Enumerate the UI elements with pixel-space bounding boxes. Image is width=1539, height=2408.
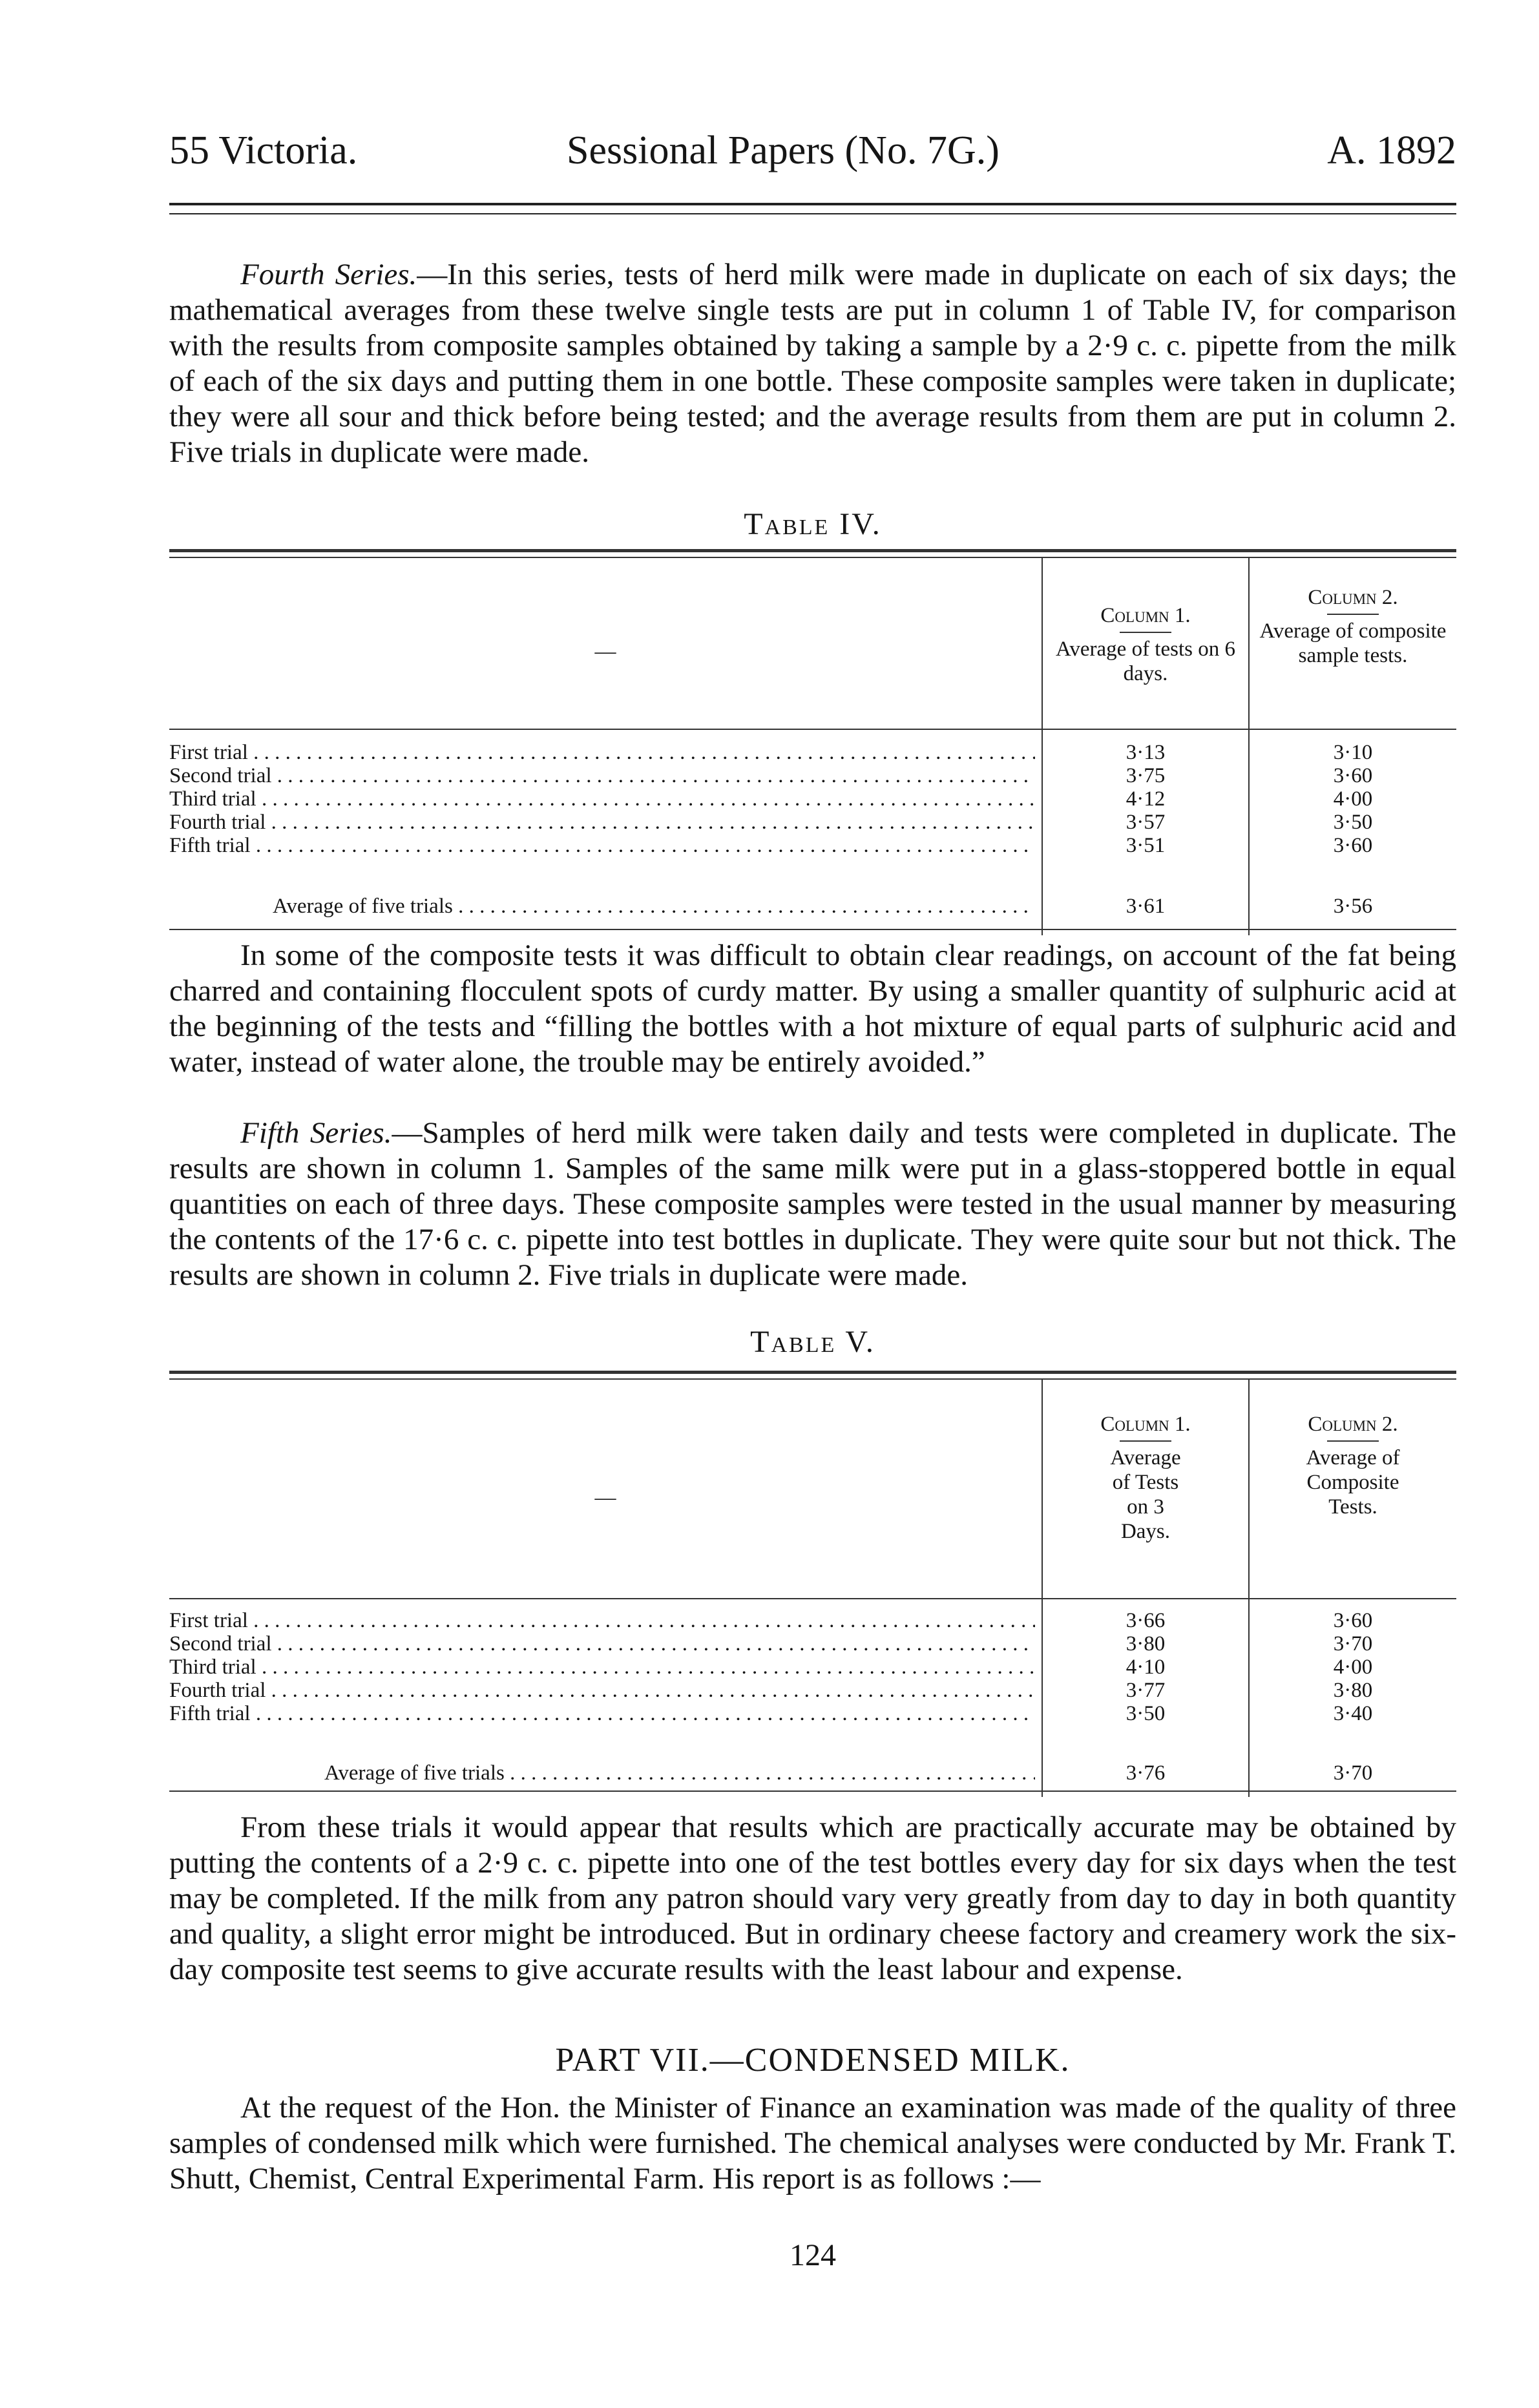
header-rule-top	[169, 203, 1456, 205]
table-v-average-label: Average of five trials . . .	[324, 1761, 1035, 1785]
fifth-series-text: —Samples of herd milk were taken daily and tests were completed in duplicate. The results are shown in column 1. Samples of the same milk were put in a glass-stoppered bottle in equal quantities on each of three days. These composite samples were tested in the usual manner by measuring the contents of the 17·6 c. c. pipette into test bottles in duplicate. They were quite sour but not thick. The results are shown in column 2. Five trials in duplicate were made.	[169, 1116, 1456, 1292]
table-v-cell: 3·80	[1125, 1632, 1166, 1655]
table-iv-col1-header	[1043, 603, 1248, 686]
table-v-cell: 3·70	[1333, 1632, 1373, 1655]
table-v-col1-sub: Average of Tests on 3 Days.	[1110, 1446, 1181, 1543]
table-iv-col2-title: Column 2.	[1308, 586, 1398, 609]
composite-tests-paragraph	[169, 938, 1456, 1080]
table-v-caption	[169, 1324, 1456, 1360]
table-iv-col1-sub: Average of tests on 6 days.	[1056, 638, 1235, 685]
table-iv-caption	[169, 506, 1456, 542]
table-iv-average-c2: 3·56	[1333, 895, 1373, 918]
table-v-col1-header	[1043, 1412, 1248, 1544]
running-header	[169, 128, 1456, 180]
table-v-col2-title: Column 2.	[1308, 1413, 1398, 1436]
fifth-series-title: Fifth Series.	[240, 1116, 392, 1150]
table-v-average-c2: 3·70	[1333, 1761, 1373, 1785]
fourth-series-title: Fourth Series.	[240, 258, 417, 291]
fourth-series-text: —In this series, tests of herd milk were made in duplicate on each of six days; the mathematical averages from these twelve single tests are put in column 1 of Table IV, for comparison with the results from composite samples obtained by taking a sample by a 2·9 c. c. pipette from the milk of each of the six days and putting them in one bottle. These composite samples were taken in duplicate; they were all sour and thick before being tested; and the average results from them are put in column 2. Five trials in duplicate were made.	[169, 258, 1457, 469]
header-rule-bottom	[169, 213, 1456, 214]
composite-tests-text: In some of the composite tests it was difficult to obtain clear readings, on account of the fat being charred and containing flocculent spots of curdy matter. By using a smaller quantity of sulphuric acid at the beginning of the tests and “filling the bottles with a hot mixture of equal parts of sulphuric acid and water, instead of water alone, the trouble may be entirely avoided.”	[169, 939, 1456, 1079]
table-iv	[169, 549, 1456, 935]
table-iv-row-label: Second trial . . .	[169, 763, 1035, 788]
part-vii-paragraph	[169, 2090, 1456, 2197]
table-v-cell: 3·77	[1125, 1679, 1166, 1702]
table-iv-cell: 3·75	[1125, 764, 1166, 787]
table-v	[169, 1371, 1456, 1797]
table-v-cell: 3·66	[1125, 1609, 1166, 1632]
table-iv-col1-title: Column 1.	[1100, 604, 1191, 627]
table-v-col2-sub: Average of Composite Tests.	[1306, 1446, 1400, 1519]
table-iv-cell: 3·57	[1125, 811, 1166, 834]
table-v-col2-header	[1250, 1412, 1456, 1519]
table-iv-average-c1: 3·61	[1125, 895, 1166, 918]
page-number: 124	[790, 2238, 836, 2272]
table-v-caption-text: Table V.	[750, 1325, 875, 1359]
table-v-average-c1: 3·76	[1125, 1761, 1166, 1785]
table-v-row-label: Third trial . . .	[169, 1655, 1035, 1679]
table-v-row-label: Fifth trial . . .	[169, 1701, 1035, 1726]
table-v-row-label: Second trial . . .	[169, 1632, 1035, 1656]
table-iv-caption-text: Table IV.	[744, 507, 882, 541]
table-iv-corner: —	[594, 640, 616, 663]
part-vii-text: At the request of the Hon. the Minister of Finance an examination was made of the quality of three samples of condensed milk which were furnished. The chemical analyses were conducted by Mr. Frank T. Shutt, Chemist, Central Experimental Farm. His report is as follows :—	[169, 2091, 1456, 2195]
table-iv-cell: 3·50	[1333, 811, 1373, 834]
table-iv-row-label: First trial . . .	[169, 740, 1035, 765]
table-v-corner: —	[594, 1486, 616, 1510]
table-iv-cell: 3·51	[1125, 834, 1166, 857]
conclusion-paragraph	[169, 1810, 1456, 1988]
header-center: Sessional Papers (No. 7G.)	[567, 129, 1000, 172]
table-iv-cell: 3·10	[1333, 741, 1373, 764]
fifth-series-paragraph	[169, 1116, 1456, 1293]
part-vii-heading: PART VII.—CONDENSED MILK.	[555, 2042, 1071, 2079]
table-iv-cell: 4·00	[1333, 787, 1373, 811]
table-iv-col2-header	[1250, 585, 1456, 668]
header-right: A. 1892	[1327, 129, 1456, 172]
table-iv-col2-sub: Average of composite sample tests.	[1259, 619, 1447, 667]
table-iv-cell: 4·12	[1125, 787, 1166, 811]
table-v-cell: 4·10	[1125, 1655, 1166, 1679]
table-iv-average-label: Average of five trials . . .	[273, 894, 1035, 919]
table-iv-row-label: Fourth trial . . .	[169, 810, 1035, 835]
table-iv-row-label: Fifth trial . . .	[169, 833, 1035, 858]
conclusion-text: From these trials it would appear that results which are practically accurate may be obtained by putting the contents of a 2·9 c. c. pipette into one of the test bottles every day for six days when the test may be completed. If the milk from any patron should vary very greatly from day to day in both quantity and quality, a slight error might be introduced. But in ordinary cheese factory and creamery work the six-day composite test seems to give accurate results with the least labour and expense.	[169, 1811, 1456, 1986]
table-v-cell: 3·50	[1125, 1702, 1166, 1725]
table-v-row-label: Fourth trial . . .	[169, 1678, 1035, 1703]
header-left: 55 Victoria.	[169, 129, 358, 172]
table-v-col1-title: Column 1.	[1100, 1413, 1191, 1436]
table-v-row-label: First trial . . .	[169, 1608, 1035, 1633]
table-iv-cell: 3·13	[1125, 741, 1166, 764]
table-iv-cell: 3·60	[1333, 834, 1373, 857]
table-v-cell: 3·80	[1333, 1679, 1373, 1702]
table-v-cell: 3·60	[1333, 1609, 1373, 1632]
table-iv-cell: 3·60	[1333, 764, 1373, 787]
table-v-cell: 3·40	[1333, 1702, 1373, 1725]
fourth-series-paragraph	[169, 257, 1456, 470]
table-iv-row-label: Third trial . . .	[169, 787, 1035, 811]
table-v-cell: 4·00	[1333, 1655, 1373, 1679]
